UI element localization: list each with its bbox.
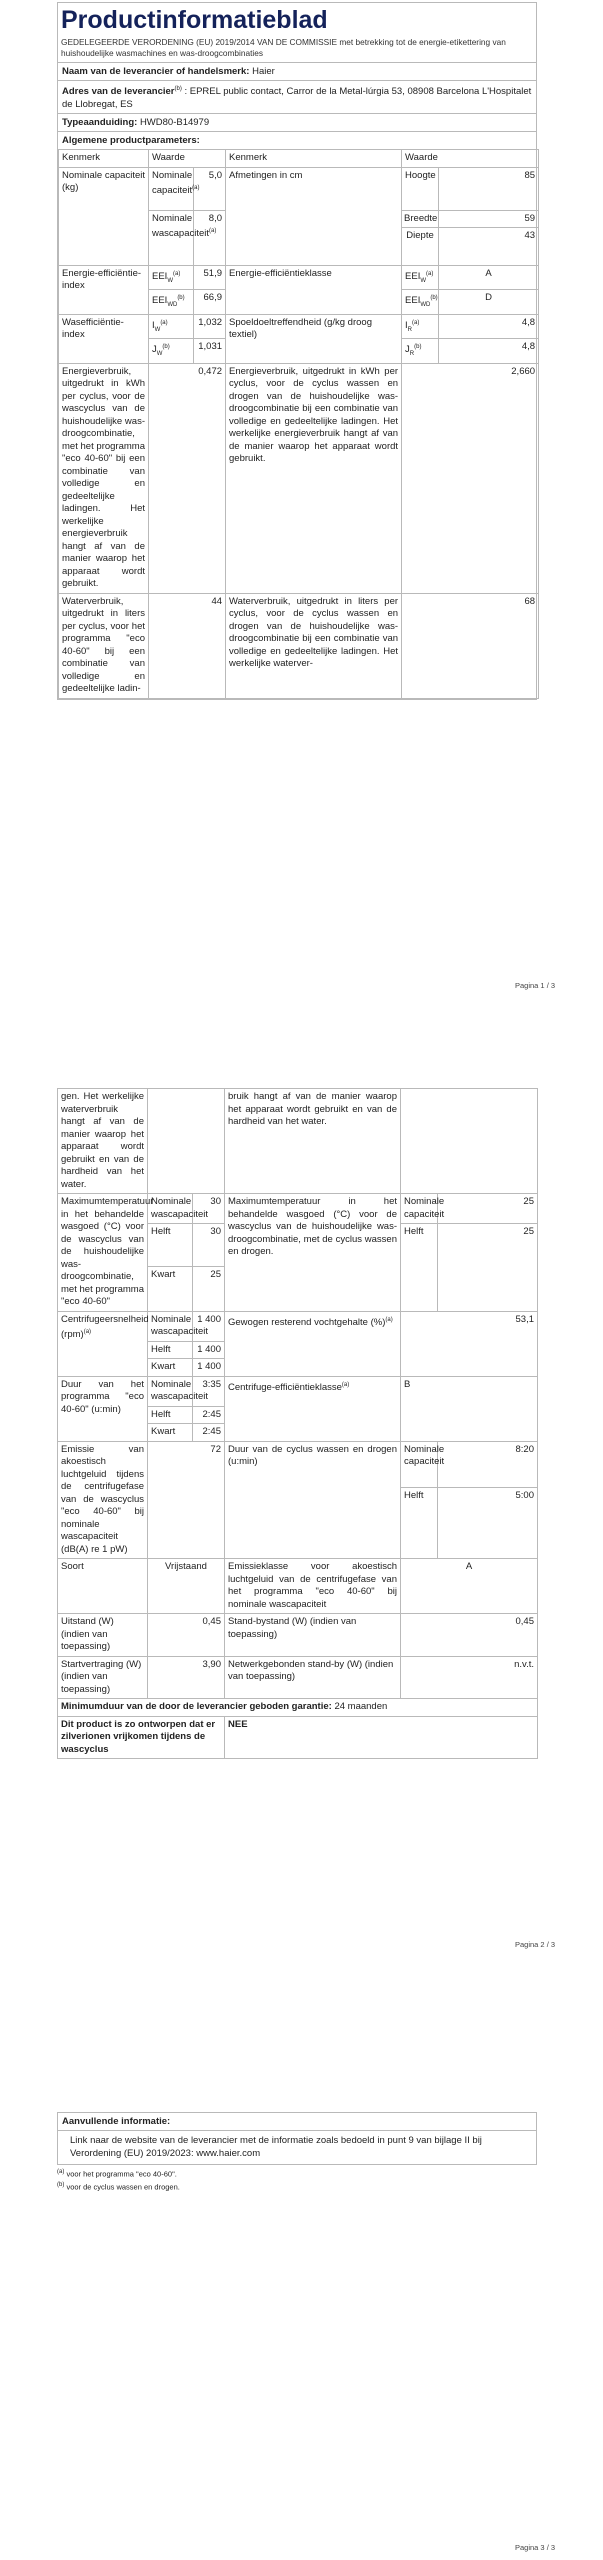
page-3 [57, 2112, 537, 2192]
footnote-b: $^{(b)}$ voor de cyclus wassen en drogen. [57, 2181, 180, 2191]
table-row: Helft 1 400 [58, 1341, 538, 1359]
params-heading: Algemene productparameters: [62, 135, 200, 147]
silver-row: Dit product is zo ontworpen dat er zilverionen vrijkomen tijdens de wascyclus NEE [58, 1716, 538, 1759]
table-row: Waterverbruik, uitgedrukt in liters per cyclus, voor het programma "eco 40-60" bij een combinatie van volledige en gedeeltelijke ladin- 44 Waterverbruik, uitgedrukt in liters per cyclus, voor de cyclus wassen en drogen van de huishoudelijke was-droogcombinatie bij een combinatie van volledige en gedeeltelijke ladingen. Het werkelijke waterver- 68 [59, 593, 539, 698]
table-row: Helft 2:45 [58, 1406, 538, 1424]
model-row [58, 113, 536, 131]
page-1 [57, 2, 537, 700]
table-row: Energieverbruik, uitgedrukt in kWh per cyclus, voor de wascyclus van de huishoudelijke was-droogcombinatie, met het programma "eco 40-60" bij een combinatie van volledige en gedeeltelijke ladingen. Het werkelijke energieverbruik hangt af van de manier waarop het apparaat wordt gebruikt. 0,472 Energieverbruik, uitgedrukt in kWh per cyclus, voor de cyclus wassen en drogen van de huishoudelijke was-droogcombinatie bij een combinatie van volledige en gedeeltelijke ladingen. Het werkelijke energieverbruik hangt af van de manier waarop het apparaat wordt gebruikt. 2,660 [59, 363, 539, 593]
table-row: gen. Het werkelijke waterverbruik hangt af van de manier waarop het apparaat wordt gebruikt en van de hardheid van het water. bruik hangt af van de manier waarop het apparaat wordt gebruikt en van de hardheid van het water. [58, 1089, 538, 1194]
table-row: Maximumtemperatuur in het behandelde wasgoed (°C) voor de wascyclus van de huishoudelijke was-droogcombinatie, met het programma "eco 40-60" Nominale wascapaciteit 30 Maximumtemperatuur in het behandelde wasgoed (°C) voor de wascyclus van de huishoudelijke was-droogcombinatie, met de cyclus wassen en drogen. Nominale capaciteit 25 [58, 1194, 538, 1224]
parameters-table-p2 [57, 1088, 538, 1759]
brand-value: Haier [252, 66, 275, 77]
page-number-3: Pagina 3 / 3 [515, 2543, 556, 2552]
table-row: Kwart 1 400 [58, 1359, 538, 1377]
table-row: Helft 5:00 [58, 1488, 538, 1559]
supplier-brand-row [58, 62, 536, 80]
col-kenmerk-2: Kenmerk [226, 150, 402, 168]
model-value: HWD80-B14979 [139, 117, 210, 129]
page-number-2: Pagina 2 / 3 [515, 1940, 556, 1949]
col-kenmerk: Kenmerk [59, 150, 149, 168]
parameters-table-p1 [58, 149, 539, 699]
table-row: Nominale wascapaciteit$^{(a)}$ 8,0 Breedte Diepte 59 43 [59, 210, 539, 265]
table-row: Energie-efficiëntie-index $EEI_W^{(a)}$ 51,9 Energie-efficiëntieklasse $EEI_W^{(a)}$ A [59, 265, 539, 290]
supplier-address-row: Adres van de leverancier$^{(b)}$ : EPREL public contact, Carror de la Metal-lúrgia 53, 08908 Barcelona L'Hospitalet de Llobregat, ES [58, 80, 536, 113]
additional-info-box [57, 2112, 537, 2165]
table-head-row [59, 150, 539, 168]
address-label: Adres van de leverancier [62, 86, 175, 98]
footnote-a: $^{(a)}$ voor het programma "eco 40-60". [57, 2169, 177, 2179]
table-row: Helft 30 Helft 25 [58, 1224, 538, 1267]
table-row: Soort Vrijstaand Emissieklasse voor akoestisch luchtgeluid van de centrifugefase van het programma "eco 40-60" bij nominale wascapaciteit A [58, 1559, 538, 1614]
table-row: Startvertraging (W) (indien van toepassing) 3,90 Netwerkgebonden stand-by (W) (indien van toepassing) n.v.t. [58, 1656, 538, 1699]
regulation-text: GEDELEGEERDE VERORDENING (EU) 2019/2014 VAN DE COMMISSIE met betrekking tot de energie-etikettering van huishoudelijke wasmachines en was-droogcombinaties [61, 37, 506, 58]
table-row: Nominale capaciteit (kg) Nominale capaciteit$^{(a)}$ 5,0 Afmetingen in cm Hoogte 85 [59, 167, 539, 210]
info-sheet-box [57, 2, 537, 700]
table-row: Kwart 2:45 [58, 1424, 538, 1442]
address-value: : EPREL public contact, Carror de la Metal-lúrgia 53, 08908 Barcelona L'Hospitalet de Llobregat, ES [62, 86, 532, 111]
table-row: $EEI_{WD}^{(b)}$ 66,9 $EEI_{WD}^{(b)}$ D [59, 290, 539, 315]
col-waarde: Waarde [149, 150, 226, 168]
warranty-row: Minimumduur van de door de leverancier geboden garantie: 24 maanden [58, 1699, 538, 1717]
table-row: Centrifugeersnelheid (rpm)$^{(a)}$ Nominale wascapaciteit 1 400 Gewogen resterend vochtgehalte (%)$^{(a)}$ 53,1 [58, 1311, 538, 1341]
table-row: Kwart 25 [58, 1266, 538, 1311]
col-waarde-2: Waarde [402, 150, 539, 168]
table-row: Wasefficiëntie-index $I_W^{(a)}$ 1,032 Spoeldoeltreffendheid (g/kg droog textiel) $I_R^{(a)}$ 4,8 [59, 314, 539, 339]
model-label: Typeaanduiding: [62, 117, 138, 129]
table-row: $J_W^{(b)}$ 1,031 $J_R^{(b)}$ 4,8 [59, 339, 539, 364]
page-2 [57, 1088, 537, 1759]
brand-label: Naam van de leverancier of handelsmerk: [62, 66, 250, 77]
additional-info-title: Aanvullende informatie: [62, 2116, 171, 2127]
table-row: Emissie van akoestisch luchtgeluid tijdens de centrifugefase van de wascyclus "eco 40-60" bij nominale wascapaciteit (dB(A) re 1 pW) 72 Duur van de cyclus wassen en drogen (u:min) Nominale capaciteit 8:20 [58, 1441, 538, 1488]
table-row: Uitstand (W) (indien van toepassing) 0,45 Stand-bystand (W) (indien van toepassing) 0,45 [58, 1614, 538, 1657]
page-number-1: Pagina 1 / 3 [515, 981, 556, 990]
table-row: Duur van het programma "eco 40-60" (u:min) Nominale wascapaciteit 3:35 Centrifuge-efficiëntieklasse$^{(a)}$ B [58, 1376, 538, 1406]
params-heading-row [58, 131, 536, 149]
additional-info-text: Link naar de website van de leverancier met de informatie zoals bedoeld in punt 9 van bijlage II bij Verordening (EU) 2019/2023: www.haier.com [70, 2135, 482, 2159]
page-title: Productinformatieblad [61, 6, 328, 34]
